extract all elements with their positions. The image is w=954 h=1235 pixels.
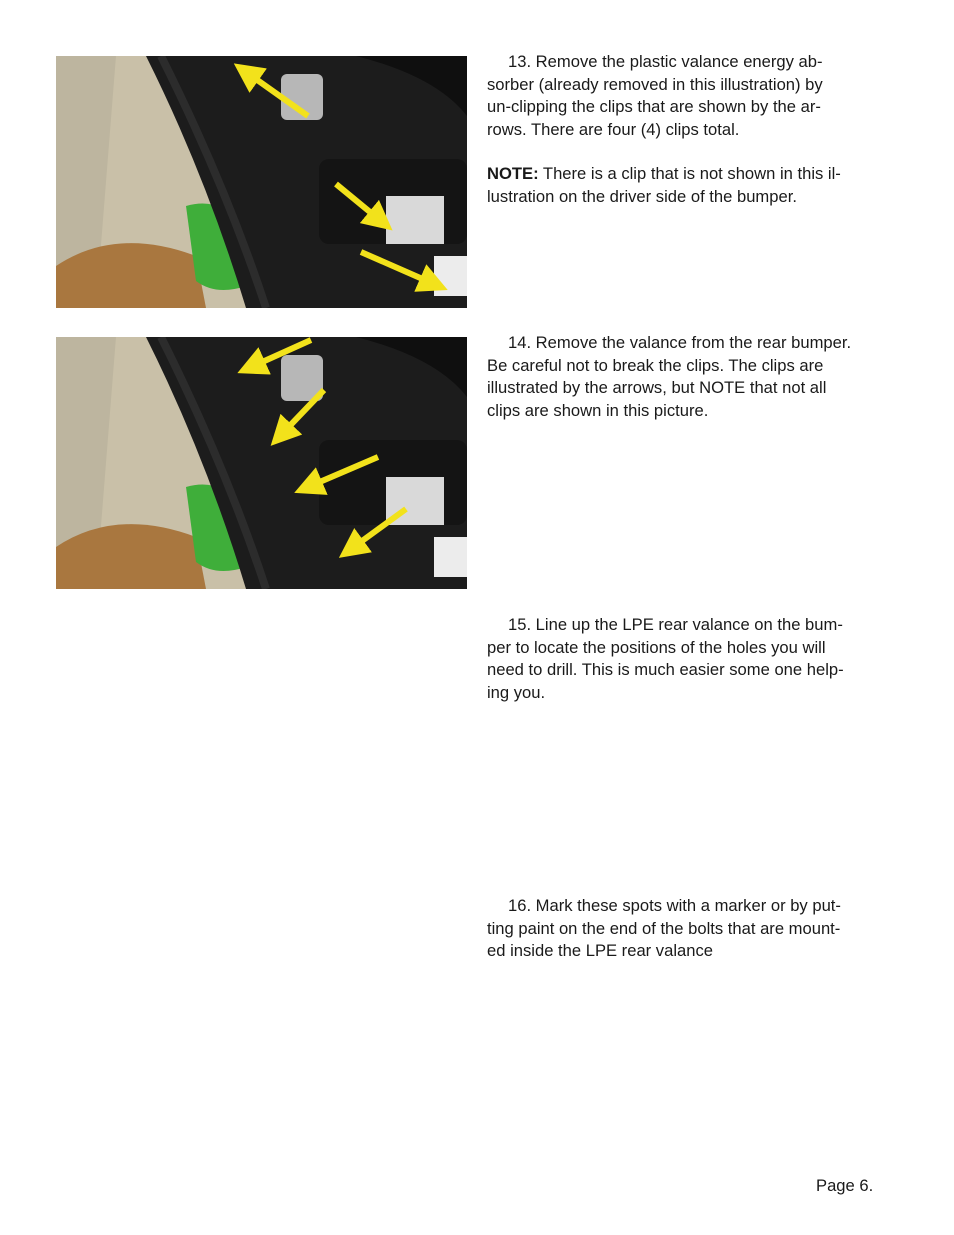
step-13-text (487, 51, 901, 209)
step-14-line-4: clips are shown in this picture. (487, 400, 709, 420)
step-15-line-3: need to drill. This is much easier some one help- (487, 660, 844, 680)
step-14-line-2: Be careful not to break the clips. The clips are (487, 355, 824, 375)
step-13-line-2: sorber (already removed in this illustration) by (487, 74, 823, 94)
step-13-note (487, 163, 901, 186)
step-16-text (487, 895, 901, 963)
step-13-line-1: 13. Remove the plastic valance energy ab- (508, 52, 823, 71)
step-13-line-4: rows. There are four (4) clips total. (487, 119, 740, 139)
step-14-line-3: illustrated by the arrows, but NOTE that not all (487, 378, 827, 398)
step-15-line-1: 15. Line up the LPE rear valance on the bum- (508, 615, 843, 634)
note-line-1: There is a clip that is not shown in this il- (538, 164, 841, 184)
step-15-line-2: per to locate the positions of the holes you will (487, 637, 826, 657)
step-14-line-1: 14. Remove the valance from the rear bumper. (508, 333, 852, 352)
step-14-photo (56, 337, 467, 589)
step-16-line-3: ed inside the LPE rear valance (487, 941, 714, 961)
bumper-photo-illustration (56, 337, 467, 589)
step-16-line-2: ting paint on the end of the bolts that are mount- (487, 918, 841, 938)
step-15-text (487, 614, 901, 704)
page-number: Page 6. (816, 1176, 874, 1195)
step-13-line-3: un-clipping the clips that are shown by the ar- (487, 97, 821, 117)
bumper-photo-illustration (56, 56, 467, 308)
note-line-2: lustration on the driver side of the bumper. (487, 186, 797, 206)
note-label: NOTE: (487, 164, 539, 184)
step-14-text (487, 332, 901, 422)
step-15-line-4: ing you. (487, 682, 546, 702)
step-16-line-1: 16. Mark these spots with a marker or by put- (508, 896, 841, 915)
step-13-photo (56, 56, 467, 308)
